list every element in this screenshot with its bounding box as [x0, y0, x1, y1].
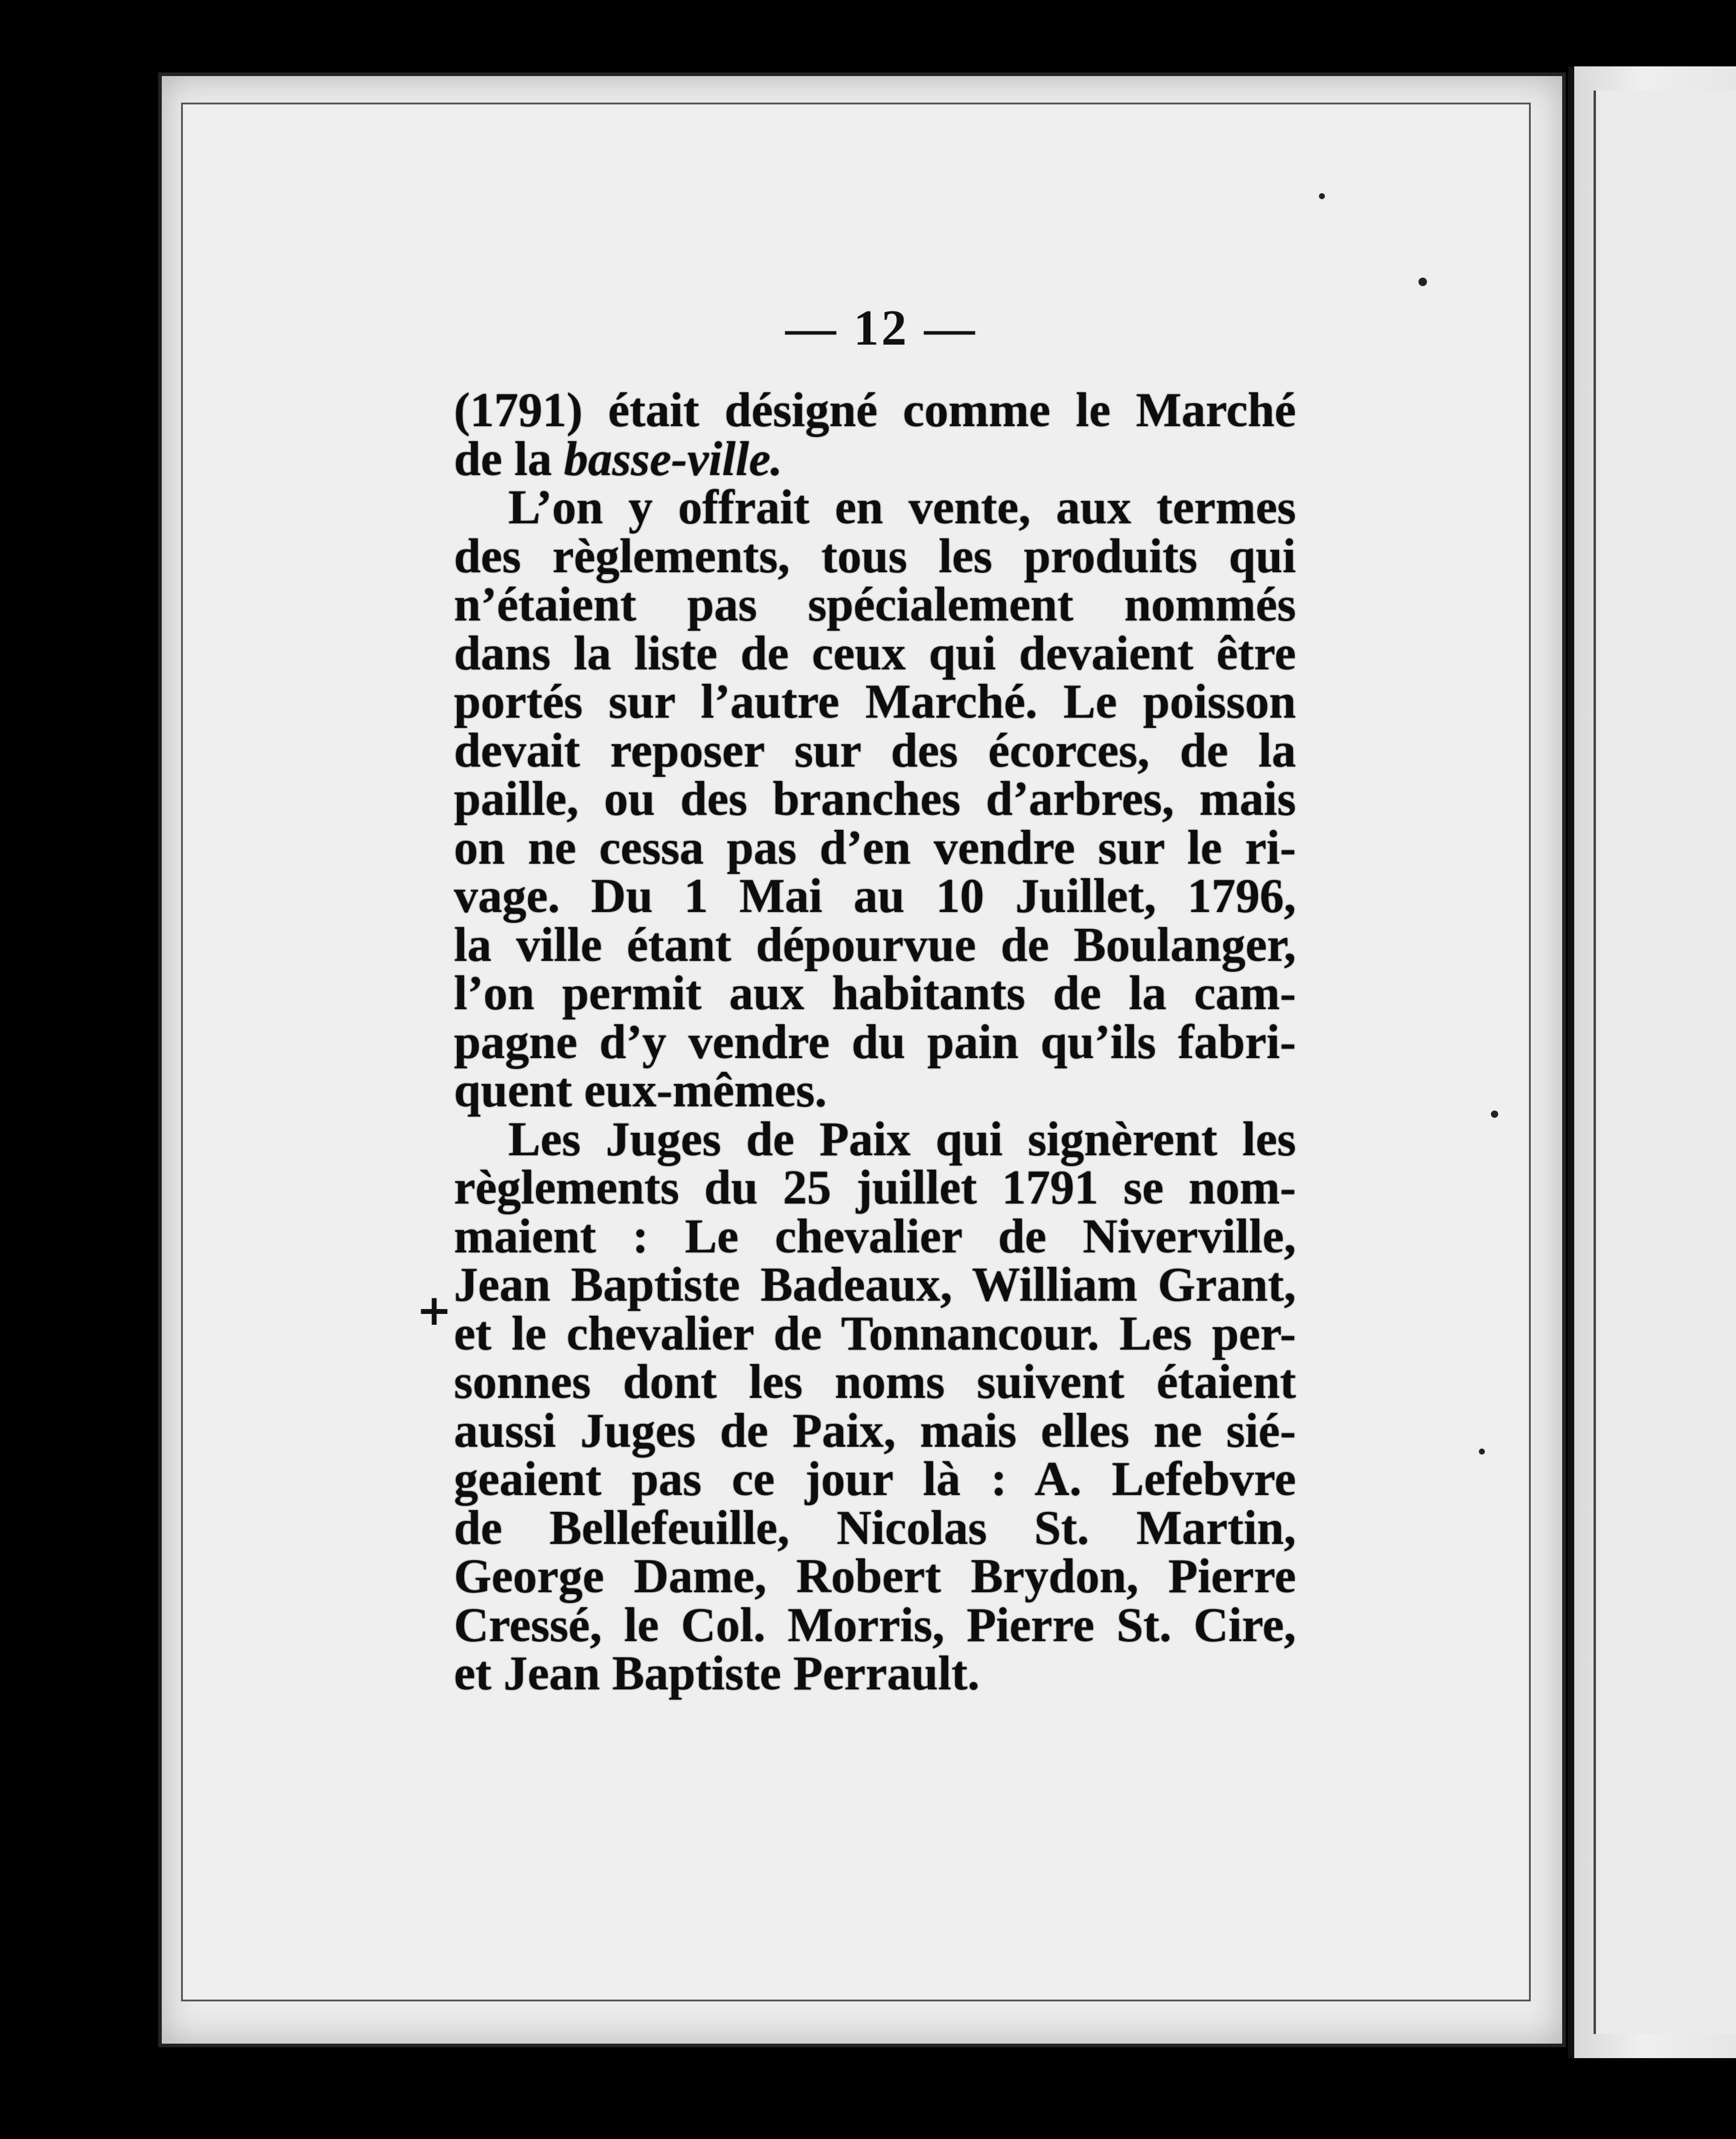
text-line: maient : Le chevalier de Niverville,	[454, 1210, 1296, 1263]
text-line: paille, ou des branches d’arbres, mais	[454, 773, 1296, 826]
dust-speck	[1319, 193, 1325, 199]
text-line: Jean Baptiste Badeaux, William Grant,	[454, 1258, 1296, 1312]
text-line: vage. Du 1 Mai au 10 Juillet, 1796,	[454, 870, 1296, 923]
text-line: devait reposer sur des écorces, de la	[454, 724, 1296, 777]
text-line: Cressé, le Col. Morris, Pierre St. Cire,	[454, 1598, 1296, 1652]
text-line: L’on y offrait en vente, aux termes	[508, 481, 1296, 534]
dust-speck	[1491, 1111, 1498, 1118]
text-line: George Dame, Robert Brydon, Pierre	[454, 1550, 1296, 1603]
text-line: de Bellefeuille, Nicolas St. Martin,	[454, 1501, 1296, 1555]
text-line: l’on permit aux habitants de la cam-	[454, 967, 1296, 1020]
page-number: — 12 —	[785, 300, 977, 356]
body-text	[454, 386, 1296, 1698]
text-line: portés sur l’autre Marché. Le poisson	[454, 675, 1296, 728]
text-line: aussi Juges de Paix, mais elles ne sié-	[454, 1404, 1296, 1458]
adjacent-page-inner	[1594, 91, 1736, 2034]
dust-speck	[1479, 1449, 1485, 1455]
text-line: et le chevalier de Tonnancour. Les per-	[454, 1307, 1296, 1360]
italic-term: basse-ville.	[564, 432, 783, 486]
text-line: la ville étant dépourvue de Boulanger,	[454, 918, 1296, 972]
text-line: geaient pas ce jour là : A. Lefebvre	[454, 1453, 1296, 1506]
text-line: dans la liste de ceux qui devaient être	[454, 626, 1296, 680]
text-line: quent eux-mêmes.	[454, 1064, 827, 1117]
text-line	[454, 432, 1296, 486]
text-line: sonnes dont les noms suivent étaient	[454, 1356, 1296, 1409]
text-line: règlements du 25 juillet 1791 se nom-	[454, 1161, 1296, 1214]
text-line: et Jean Baptiste Perrault.	[454, 1647, 980, 1700]
dust-speck	[1418, 278, 1427, 286]
margin-annotation-mark: +	[416, 1286, 452, 1335]
text-line: (1791) était désigné comme le Marché	[454, 384, 1296, 437]
text-line: on ne cessa pas d’en vendre sur le ri-	[454, 821, 1296, 875]
text-line: des règlements, tous les produits qui	[454, 529, 1296, 583]
text-line: Les Juges de Paix qui signèrent les	[508, 1112, 1296, 1166]
text-line: pagne d’y vendre du pain qu’ils fabri-	[454, 1015, 1296, 1069]
text-line-part: de la	[454, 432, 564, 486]
text-line: n’étaient pas spécialement nommés	[454, 578, 1296, 631]
